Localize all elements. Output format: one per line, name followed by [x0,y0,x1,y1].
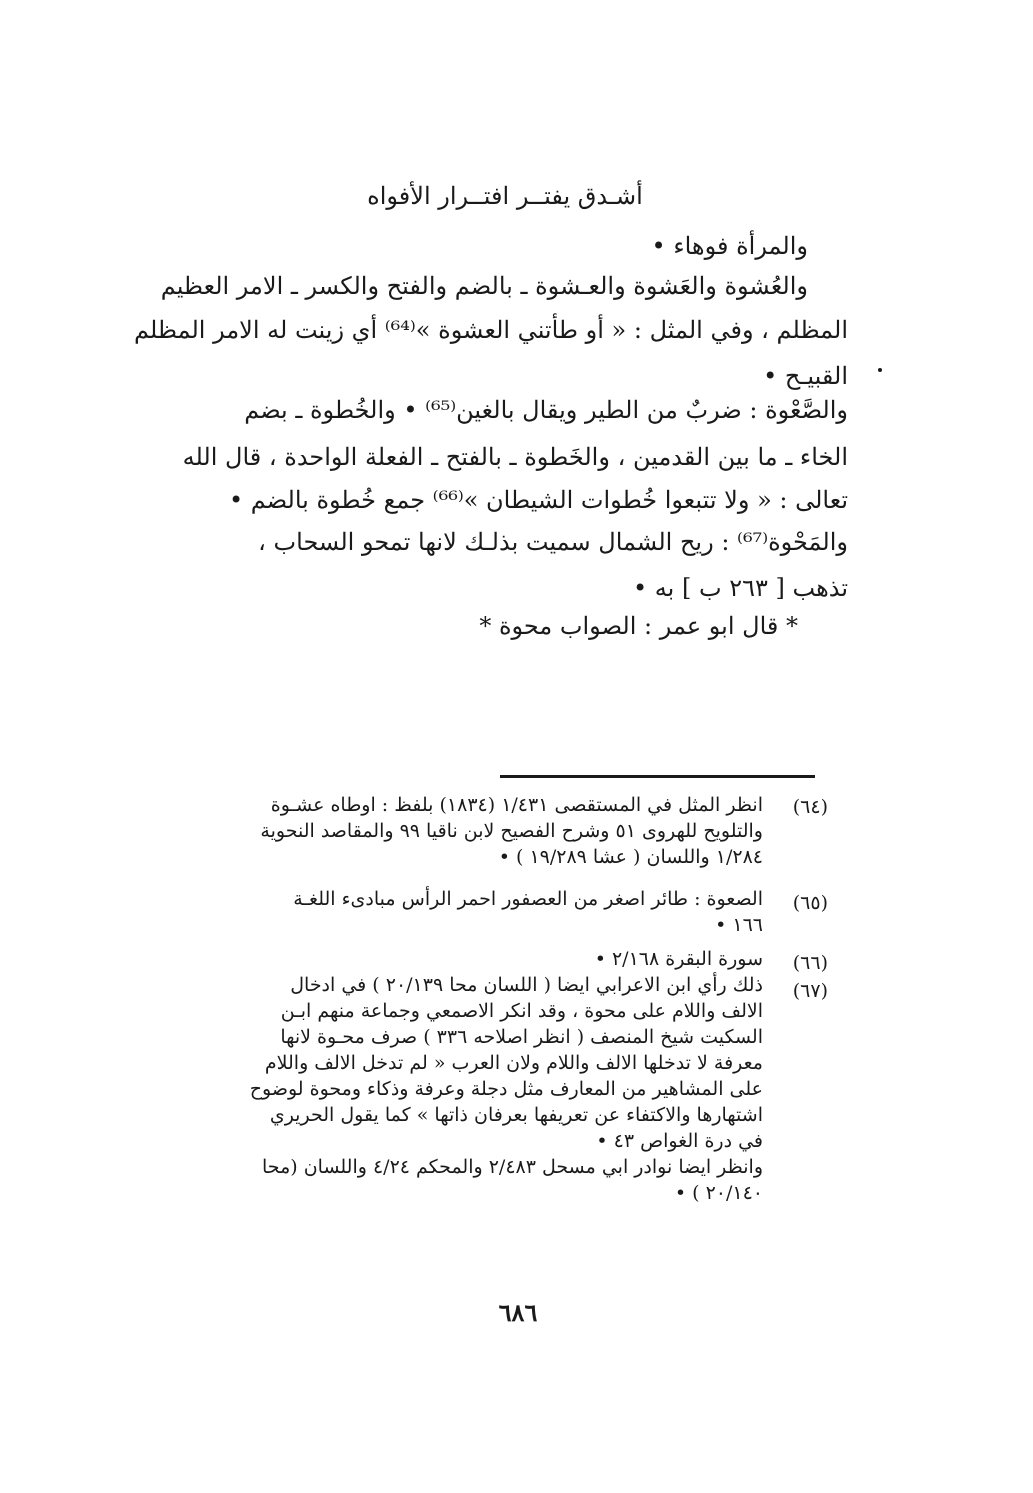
footnote-66 [163,946,763,972]
margin-dot [878,368,882,372]
footnote-line: ذلك رأي ابن الاعرابي ايضا ( اللسان محا ٢٠/١٣٩ ) في ادخال [290,974,763,996]
body-line-8: والمَحْوة⁽⁶⁷⁾ : ريح الشمال سميت بذلـك لانها تمحو السحاب ، [258,528,848,556]
footnote-line: الالف واللام على محوة ، وقد انكر الاصمعي وجماعة منهم ابـن [280,1000,763,1022]
body-line-2: والعُشوة والعَشوة والعـشوة ـ بالضم والفتح والكسر ـ الامر العظيم [160,272,808,300]
body-line-7: تعالى : « ولا تتبعوا خُطوات الشيطان »⁽⁶⁶⁾ جمع خُطوة بالضم • [228,486,848,514]
footnote-line: وانظر ايضا نوادر ابي مسحل ٢/٤٨٣ والمحكم ٤/٢٤ واللسان (محا [262,1156,763,1178]
footnote-65 [163,886,763,938]
verse-line: أشـدق يفتــر افتــرار الأفواه [367,182,643,210]
footnote-line: ١٦٦ • [715,914,763,936]
footnote-line: ٢٠/١٤٠ ) • [674,1182,763,1204]
editor-note: * قال ابو عمر : الصواب محوة * [479,612,798,640]
footnote-number-66: (٦٦) [792,952,828,974]
footnote-line: انظر المثل في المستقصى ١/٤٣١ (١٨٣٤) بلفظ : اوطاه عشـوة [270,794,763,816]
footnote-number-67: (٦٧) [792,980,828,1002]
footnote-line: ١/٢٨٤ واللسان ( عشا ١٩/٢٨٩ ) • [498,846,763,868]
footnote-line: معرفة لا تدخلها الالف واللام ولان العرب « لم تدخل الالف واللام [264,1052,763,1074]
footnote-number-65: (٦٥) [792,892,828,914]
body-line-6: الخاء ـ ما بين القدمين ، والخَطوة ـ بالفتح ـ الفعلة الواحدة ، قال الله [182,443,848,471]
body-line-3: المظلم ، وفي المثل : « أو طأتني العشوة »⁽⁶⁴⁾ أي زينت له الامر المظلم [133,316,848,344]
footnote-number-64: (٦٤) [792,796,828,818]
body-line-4: القبيـح • [763,362,848,390]
footnote-line: في درة الغواص ٤٣ • [596,1130,763,1152]
footnote-separator [500,775,815,778]
footnote-line: السكيت شيخ المنصف ( انظر اصلاحه ٣٣٦ ) صرف محـوة لانها [280,1026,763,1048]
page-number: ٦٨٦ [498,1298,538,1327]
footnote-line: الصعوة : طائر اصغر من العصفور احمر الرأس مبادىء اللغـة [293,888,763,910]
footnote-64 [163,792,763,870]
body-line-5: والصَّعْوة : ضربٌ من الطير ويقال بالغين⁽⁶⁵⁾ • والخُطوة ـ بضم [244,396,848,424]
body-line-9: تذهب [ ٢٦٣ ب ] به • [633,574,848,602]
body-line-1: والمرأة فوهاء • [651,232,808,260]
footnote-67 [163,972,763,1206]
footnote-line: سورة البقرة ٢/١٦٨ • [594,948,763,970]
footnote-line: والتلويح للهروى ٥١ وشرح الفصيح لابن ناقيا ٩٩ والمقاصد النحوية [260,820,763,842]
footnote-line: اشتهارها والاكتفاء عن تعريفها بعرفان ذاتها » كما يقول الحريري [269,1104,763,1126]
footnote-line: على المشاهير من المعارف مثل دجلة وعرفة وذكاء ومحوة لوضوح [249,1078,763,1100]
